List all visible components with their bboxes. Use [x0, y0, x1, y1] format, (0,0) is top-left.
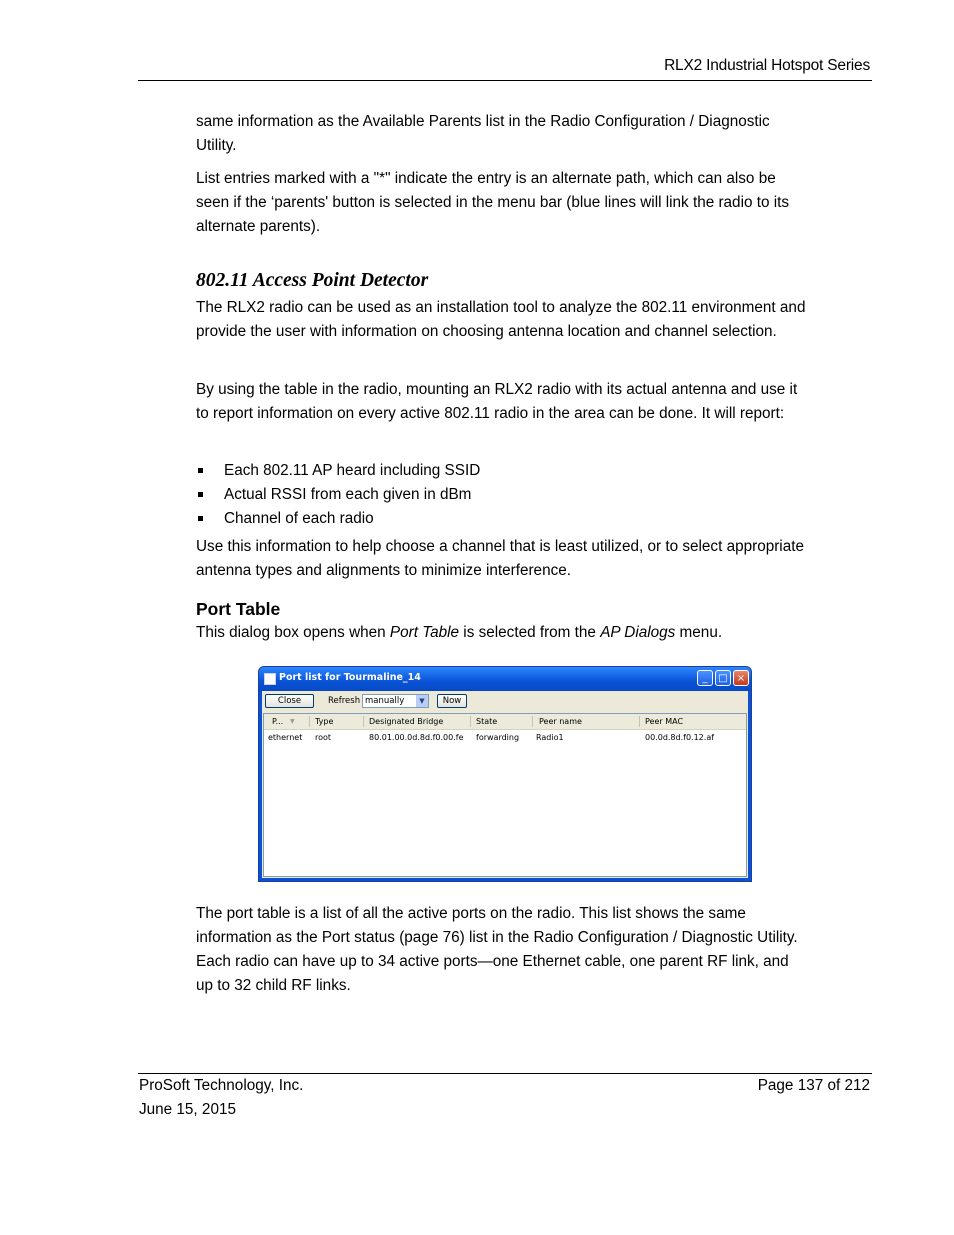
list-item: Channel of each radio — [196, 507, 480, 531]
column-header-designated-bridge[interactable]: Designated Bridge — [369, 717, 444, 726]
column-header-peer-name[interactable]: Peer name — [539, 717, 582, 726]
column-separator — [470, 716, 471, 727]
refresh-label: Refresh — [328, 696, 361, 706]
refresh-select-value: manually — [365, 696, 405, 706]
column-separator — [309, 716, 310, 727]
paragraph-3: The RLX2 radio can be used as an installation tool to analyze the 802.11 environment and provide the user with information on choosing antenna location and channel selection. — [196, 299, 806, 340]
dialog-client — [262, 691, 748, 878]
cell-type: root — [315, 733, 332, 742]
paragraph-1: same information as the Available Parents list in the Radio Configuration / Diagnostic Utility. — [196, 113, 770, 154]
section-heading-port-table: Port Table — [196, 599, 281, 619]
paragraph-6: This dialog box opens when Port Table is selected from the AP Dialogs menu. — [196, 624, 723, 641]
now-button[interactable]: Now — [437, 694, 467, 708]
column-separator — [532, 716, 533, 727]
maximize-icon[interactable]: □ — [715, 670, 731, 686]
column-header-peer-mac[interactable]: Peer MAC — [645, 717, 684, 726]
close-button[interactable]: Close — [265, 694, 314, 708]
footer-date: June 15, 2015 — [139, 1101, 236, 1118]
paragraph-7: The port table is a list of all the active ports on the radio. This list shows the same information as the Port status (page 76) list in the Radio Configuration / Diagnostic Utility. Each radio can have up to 34 active ports—one Ethernet cable, one parent RF link, and up to 32 child RF links. — [196, 905, 798, 994]
section-heading-ap-detector: 802.11 Access Point Detector — [196, 270, 429, 291]
cell-peer-mac: 00.0d.8d.f0.12.af — [645, 733, 715, 742]
cell-designated-bridge: 80.01.00.0d.8d.f0.00.fe — [369, 733, 464, 742]
column-separator — [639, 716, 640, 727]
column-separator — [363, 716, 364, 727]
refresh-select[interactable] — [362, 694, 429, 708]
list-header — [264, 714, 746, 730]
sort-arrow-icon: ▼ — [290, 718, 295, 725]
minimize-icon[interactable]: _ — [697, 670, 713, 686]
column-header-state[interactable]: State — [476, 717, 498, 726]
chevron-down-icon[interactable]: ▼ — [416, 695, 428, 707]
close-icon[interactable]: × — [733, 670, 749, 686]
column-header-type[interactable]: Type — [315, 717, 334, 726]
cell-peer-name: Radio1 — [536, 733, 564, 742]
footer-company: ProSoft Technology, Inc. — [139, 1077, 304, 1094]
port-list[interactable] — [263, 713, 747, 877]
footer-left — [139, 1074, 303, 1122]
cell-state: forwarding — [476, 733, 520, 742]
cell-port: ethernet — [268, 733, 303, 742]
list-item: Each 802.11 AP heard including SSID — [196, 459, 480, 483]
running-header: RLX2 Industrial Hotspot Series — [664, 57, 870, 74]
window-icon — [264, 673, 276, 685]
column-header-port[interactable]: P... — [272, 717, 284, 726]
paragraph-2: List entries marked with a "*" indicate the entry is an alternate path, which can also be seen if the ‘parents' button is selected in the menu bar (blue lines will link the radio to its alternate parents). — [196, 170, 790, 235]
report-list — [196, 459, 480, 531]
paragraph-4: By using the table in the radio, mounting an RLX2 radio with its actual antenna and use it to report information on every active 802.11 radio in the area can be done. It will report: — [196, 381, 798, 422]
dialog-titlebar[interactable] — [259, 667, 751, 691]
paragraph-5: Use this information to help choose a channel that is least utilized, or to select appropriate antenna types and alignments to minimize interference. — [196, 538, 804, 579]
list-item: Actual RSSI from each given in dBm — [196, 483, 480, 507]
header-rule — [138, 80, 872, 81]
dialog-title: Port list for Tourmaline_14 — [279, 672, 421, 683]
port-list-dialog — [258, 666, 752, 882]
page-number: Page 137 of 212 — [757, 1077, 870, 1094]
